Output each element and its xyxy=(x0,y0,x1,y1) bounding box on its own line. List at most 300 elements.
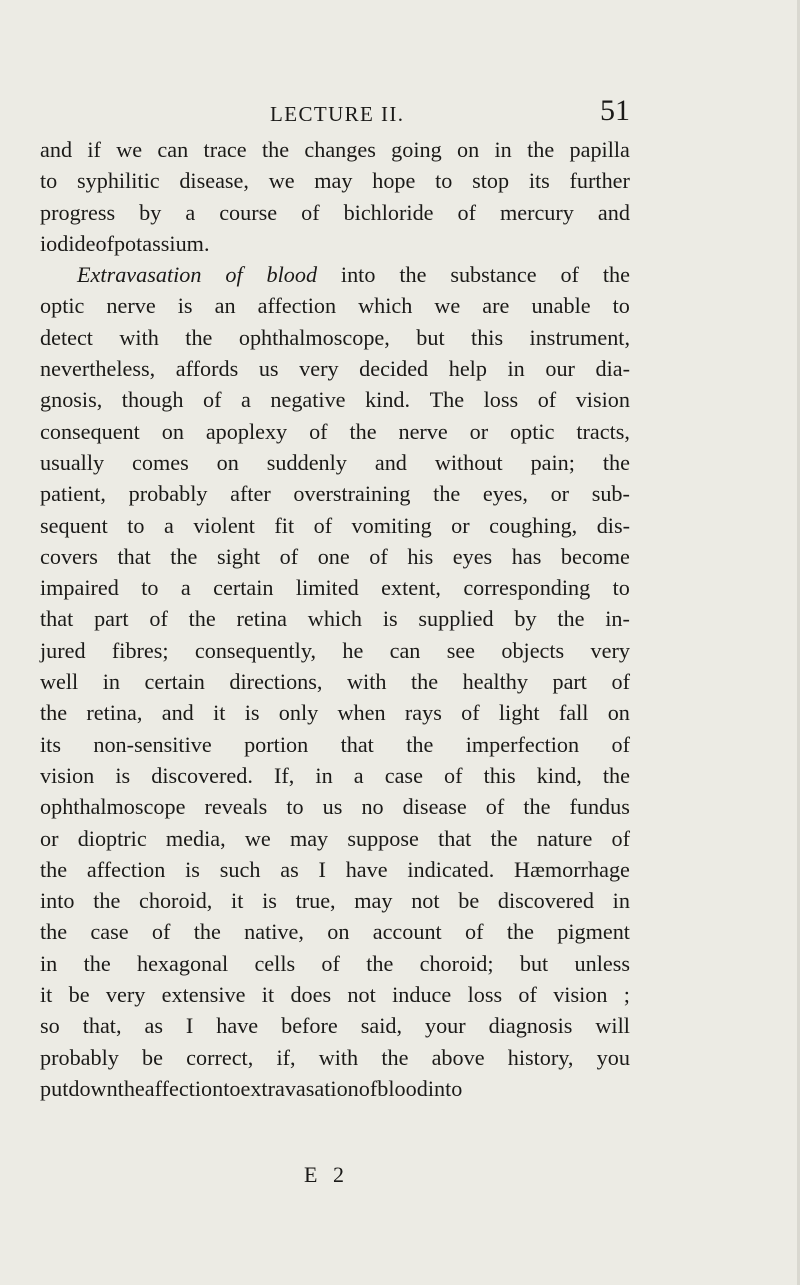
word: consequent xyxy=(40,418,140,444)
word: overstraining xyxy=(293,481,411,507)
word: corresponding xyxy=(463,575,591,601)
word: the xyxy=(40,700,68,726)
word: bichloride xyxy=(343,199,434,225)
word: nerve xyxy=(106,293,156,319)
word: or xyxy=(550,481,570,507)
word: hexagonal xyxy=(136,950,229,976)
word: fall xyxy=(558,700,589,726)
word: to xyxy=(435,168,453,194)
word: part xyxy=(552,669,587,695)
word: fit xyxy=(274,512,295,538)
word: mercury xyxy=(499,199,574,225)
word: does xyxy=(290,982,332,1008)
word: imperfection xyxy=(465,731,580,757)
word: a xyxy=(353,762,364,788)
word: tracts, xyxy=(576,418,630,444)
word: consequently, xyxy=(194,637,317,663)
word: is xyxy=(185,856,200,882)
word: potassium. xyxy=(113,230,210,256)
word: patient, xyxy=(40,481,106,507)
word: negative xyxy=(270,387,346,413)
word: fundus xyxy=(569,794,630,820)
text-line xyxy=(40,729,630,760)
word: we xyxy=(244,825,271,851)
word: and xyxy=(40,137,73,162)
word: impaired xyxy=(40,575,119,601)
word: if xyxy=(87,137,101,162)
word: the xyxy=(40,919,68,945)
word: in xyxy=(507,356,525,382)
word: very xyxy=(299,356,339,382)
word: cells xyxy=(254,950,296,976)
word: in- xyxy=(605,606,630,632)
word: of xyxy=(465,919,484,945)
word: but xyxy=(416,324,445,350)
word: induce xyxy=(392,982,452,1008)
word: pigment xyxy=(557,919,630,945)
word: usually xyxy=(40,449,105,475)
word: objects xyxy=(501,637,565,663)
word: and xyxy=(374,449,407,475)
word: that, xyxy=(82,1013,122,1039)
word: of xyxy=(461,700,480,726)
word: iodide xyxy=(40,230,96,256)
text-line xyxy=(40,541,630,572)
word: a xyxy=(240,387,251,413)
word: the xyxy=(490,825,518,851)
word: can xyxy=(389,637,421,663)
word: a xyxy=(180,575,191,601)
word: I xyxy=(318,856,326,882)
word: discovered. xyxy=(151,762,253,788)
word: of xyxy=(369,543,388,569)
word: with xyxy=(347,669,387,695)
word: though xyxy=(121,387,184,413)
word: but xyxy=(519,950,549,976)
word: it xyxy=(213,700,226,726)
word: probably xyxy=(40,1044,119,1070)
word: to xyxy=(40,168,58,194)
word: this xyxy=(483,762,516,788)
word: which xyxy=(307,606,363,632)
word: of xyxy=(301,199,320,225)
word: on xyxy=(327,919,350,945)
word: case xyxy=(384,762,423,788)
word: choroid; xyxy=(419,950,494,976)
word: of xyxy=(151,919,171,945)
word: of xyxy=(309,418,328,444)
word: is xyxy=(115,762,131,788)
word: fibres; xyxy=(111,637,169,663)
text-line xyxy=(40,635,630,666)
word: eyes, xyxy=(482,481,528,507)
word: dis- xyxy=(596,512,630,538)
word: have xyxy=(345,856,388,882)
word: of xyxy=(457,199,476,225)
word: suddenly xyxy=(266,449,347,475)
word: vision xyxy=(575,387,630,413)
word: that xyxy=(340,731,374,757)
word: before xyxy=(281,1013,338,1039)
word: the xyxy=(557,606,585,632)
word: extravasation xyxy=(240,1075,359,1101)
word: it xyxy=(231,888,244,914)
word: disease, xyxy=(179,168,249,194)
word: put xyxy=(40,1075,69,1101)
word: an xyxy=(214,293,236,319)
running-head: LECTURE II. xyxy=(270,102,405,126)
text-line xyxy=(40,916,630,947)
word: by xyxy=(514,606,537,632)
word: our xyxy=(545,356,575,382)
word: by xyxy=(139,199,162,225)
text-line xyxy=(40,510,630,541)
text-line xyxy=(40,228,630,259)
word: in xyxy=(494,137,512,162)
word: on xyxy=(457,137,480,162)
word: his xyxy=(407,543,434,569)
word: detect xyxy=(40,324,93,350)
word: as xyxy=(144,1013,163,1039)
word: we xyxy=(268,168,295,194)
word: diagnosis xyxy=(488,1013,573,1039)
word: the xyxy=(193,919,221,945)
word: help xyxy=(448,356,487,382)
word: and xyxy=(597,199,630,225)
word: with xyxy=(119,324,159,350)
page-header xyxy=(40,94,630,134)
word: above xyxy=(431,1044,485,1070)
word: us xyxy=(258,356,279,382)
word: on xyxy=(161,418,184,444)
text-line xyxy=(40,447,630,478)
word: disease xyxy=(402,794,467,820)
word: the xyxy=(40,856,68,882)
word: gnosis, xyxy=(40,387,103,413)
word: pain; xyxy=(530,449,575,475)
word: loss xyxy=(467,982,503,1008)
word: affection xyxy=(144,1075,224,1101)
word: loss xyxy=(483,387,519,413)
word: us xyxy=(322,794,343,820)
body-text xyxy=(40,134,630,1104)
word: are xyxy=(482,293,510,319)
word: trace xyxy=(203,137,247,162)
text-line xyxy=(40,416,630,447)
word: kind, xyxy=(536,762,582,788)
word: if, xyxy=(276,1044,296,1070)
word: it xyxy=(261,982,275,1008)
word: a xyxy=(185,199,196,225)
word: of xyxy=(313,512,333,538)
word: Extravasation xyxy=(77,262,202,288)
word: he xyxy=(342,637,364,663)
word: Hæmorrhage xyxy=(514,856,630,882)
text-line xyxy=(40,697,630,728)
text-line xyxy=(40,290,630,321)
word: into xyxy=(40,888,75,914)
text-line xyxy=(40,1073,630,1104)
text-line xyxy=(40,948,630,979)
text-line xyxy=(40,791,630,822)
word: comes xyxy=(132,449,189,475)
word: the xyxy=(170,543,198,569)
word: choroid, xyxy=(139,888,213,914)
word: apoplexy xyxy=(205,418,288,444)
word: of xyxy=(560,262,579,288)
word: to xyxy=(612,293,630,319)
word: no xyxy=(361,794,384,820)
word: its xyxy=(40,731,61,757)
text-line xyxy=(40,259,630,290)
word: vision xyxy=(40,762,95,788)
word: ophthalmoscope xyxy=(40,794,186,820)
word: into xyxy=(340,262,376,288)
signature-mark: E 2 xyxy=(304,1162,349,1187)
word: healthy xyxy=(462,669,528,695)
word: a xyxy=(163,512,174,538)
word: If, xyxy=(274,762,295,788)
word: changes xyxy=(304,137,376,162)
word: without xyxy=(434,449,503,475)
text-line xyxy=(40,197,630,228)
word: affection xyxy=(86,856,166,882)
word: unless xyxy=(574,950,630,976)
word: or xyxy=(40,825,59,851)
word: retina xyxy=(236,606,288,632)
word: vision xyxy=(553,982,608,1008)
word: nevertheless, xyxy=(40,356,156,382)
word: kind. xyxy=(365,387,411,413)
text-line xyxy=(40,134,630,165)
word: such xyxy=(219,856,261,882)
text-line xyxy=(40,979,630,1010)
word: may xyxy=(314,168,353,194)
word: the xyxy=(185,324,213,350)
word: media, xyxy=(165,825,226,851)
word: of xyxy=(202,387,222,413)
word: the xyxy=(381,1044,409,1070)
word: papilla xyxy=(569,137,630,162)
word: account xyxy=(372,919,442,945)
word: we xyxy=(434,293,461,319)
word: is xyxy=(262,888,277,914)
word: eyes xyxy=(452,543,493,569)
word: the xyxy=(83,950,111,976)
word: not xyxy=(347,982,376,1008)
word: may xyxy=(289,825,329,851)
word: it xyxy=(40,982,53,1008)
text-line xyxy=(40,760,630,791)
word: jured xyxy=(40,637,86,663)
word: of xyxy=(358,1075,378,1101)
word: in xyxy=(40,950,58,976)
word: indicated. xyxy=(407,856,495,882)
word: be xyxy=(68,982,90,1008)
word: of xyxy=(518,982,537,1008)
word: have xyxy=(216,1013,259,1039)
word: that xyxy=(438,825,472,851)
text-line xyxy=(40,322,630,353)
text-line xyxy=(40,353,630,384)
word: the xyxy=(523,794,551,820)
word: to xyxy=(286,794,304,820)
word: very xyxy=(590,637,630,663)
word: and xyxy=(161,700,194,726)
word: only xyxy=(278,700,319,726)
word: coughing, xyxy=(489,512,578,538)
word: of xyxy=(279,543,299,569)
word: nerve xyxy=(398,418,448,444)
word: the xyxy=(527,137,555,162)
word: of xyxy=(611,669,630,695)
word: its xyxy=(528,168,550,194)
text-line xyxy=(40,384,630,415)
word: correct, xyxy=(186,1044,254,1070)
word: into xyxy=(427,1075,463,1101)
word: probably xyxy=(128,481,208,507)
word: light xyxy=(498,700,540,726)
text-line xyxy=(40,854,630,885)
word: the xyxy=(602,762,630,788)
word: well xyxy=(40,669,79,695)
word: the xyxy=(93,888,121,914)
word: rays xyxy=(404,700,442,726)
word: has xyxy=(511,543,542,569)
word: is xyxy=(244,700,260,726)
word: the xyxy=(506,919,534,945)
word: as xyxy=(280,856,299,882)
word: blood xyxy=(266,262,318,288)
word: retina, xyxy=(86,700,143,726)
word: the xyxy=(602,262,630,288)
word: limited xyxy=(295,575,359,601)
word: or xyxy=(469,418,489,444)
word: to xyxy=(223,1075,241,1101)
word: sub- xyxy=(591,481,630,507)
word: portion xyxy=(244,731,309,757)
word: after xyxy=(230,481,271,507)
word: of xyxy=(611,825,630,851)
word: the xyxy=(399,262,427,288)
word: part xyxy=(94,606,129,632)
word: said, xyxy=(360,1013,403,1039)
word: true, xyxy=(295,888,336,914)
word: course xyxy=(219,199,278,225)
word: with xyxy=(318,1044,359,1070)
word: the xyxy=(406,731,434,757)
word: optic xyxy=(510,418,555,444)
word: may xyxy=(354,888,393,914)
word: you xyxy=(596,1044,630,1070)
word: violent xyxy=(193,512,255,538)
word: in xyxy=(612,888,630,914)
word: stop xyxy=(472,168,510,194)
word: the xyxy=(117,1075,145,1101)
word: dia- xyxy=(595,356,630,382)
word: ophthalmoscope, xyxy=(238,324,390,350)
word: that xyxy=(40,606,74,632)
word: discovered xyxy=(497,888,594,914)
word: extent, xyxy=(381,575,441,601)
text-line xyxy=(40,165,630,196)
word: extensive xyxy=(161,982,246,1008)
word: the xyxy=(349,418,377,444)
word: to xyxy=(127,512,145,538)
word: syphilitic xyxy=(77,168,160,194)
word: the xyxy=(261,137,290,162)
word: further xyxy=(569,168,630,194)
text-line xyxy=(40,823,630,854)
text-line xyxy=(40,1042,630,1073)
word: is xyxy=(177,293,193,319)
word: one xyxy=(317,543,350,569)
word: the xyxy=(366,950,394,976)
text-line xyxy=(40,885,630,916)
word: sequent xyxy=(40,512,108,538)
word: history, xyxy=(507,1044,574,1070)
word: certain xyxy=(213,575,274,601)
word: be xyxy=(458,888,480,914)
word: vomiting xyxy=(351,512,432,538)
word: affords xyxy=(175,356,239,382)
text-line xyxy=(40,478,630,509)
word: be xyxy=(142,1044,163,1070)
word: can xyxy=(157,137,189,162)
word: reveals xyxy=(204,794,268,820)
word: the xyxy=(433,481,461,507)
text-line xyxy=(40,666,630,697)
word: certain xyxy=(144,669,205,695)
text-line xyxy=(40,603,630,634)
word: decided xyxy=(359,356,429,382)
word: down xyxy=(68,1075,118,1101)
word: case xyxy=(90,919,129,945)
word: blood xyxy=(377,1075,428,1101)
word: suppose xyxy=(347,825,419,851)
word: I xyxy=(185,1013,194,1039)
word: become xyxy=(560,543,630,569)
word: will xyxy=(595,1013,630,1039)
word: so xyxy=(40,1013,60,1039)
word: of xyxy=(611,731,630,757)
word: affection xyxy=(257,293,337,319)
word: of xyxy=(321,950,340,976)
word: ; xyxy=(623,982,630,1008)
word: on xyxy=(607,700,630,726)
word: instrument, xyxy=(529,324,630,350)
page-number: 51 xyxy=(600,94,630,127)
word: unable xyxy=(531,293,591,319)
word: covers xyxy=(40,543,98,569)
word: or xyxy=(451,512,470,538)
word: The xyxy=(429,387,465,413)
word: of xyxy=(149,606,168,632)
word: the xyxy=(410,669,439,695)
word: optic xyxy=(40,293,85,319)
word: sight xyxy=(216,543,261,569)
word: dioptric xyxy=(77,825,147,851)
word: progress xyxy=(40,199,116,225)
word: substance xyxy=(450,262,537,288)
word: that xyxy=(117,543,151,569)
word: of xyxy=(95,230,114,256)
word: this xyxy=(471,324,504,350)
word: to xyxy=(141,575,159,601)
word: hope xyxy=(372,168,416,194)
word: supplied xyxy=(418,606,494,632)
word: the xyxy=(188,606,216,632)
